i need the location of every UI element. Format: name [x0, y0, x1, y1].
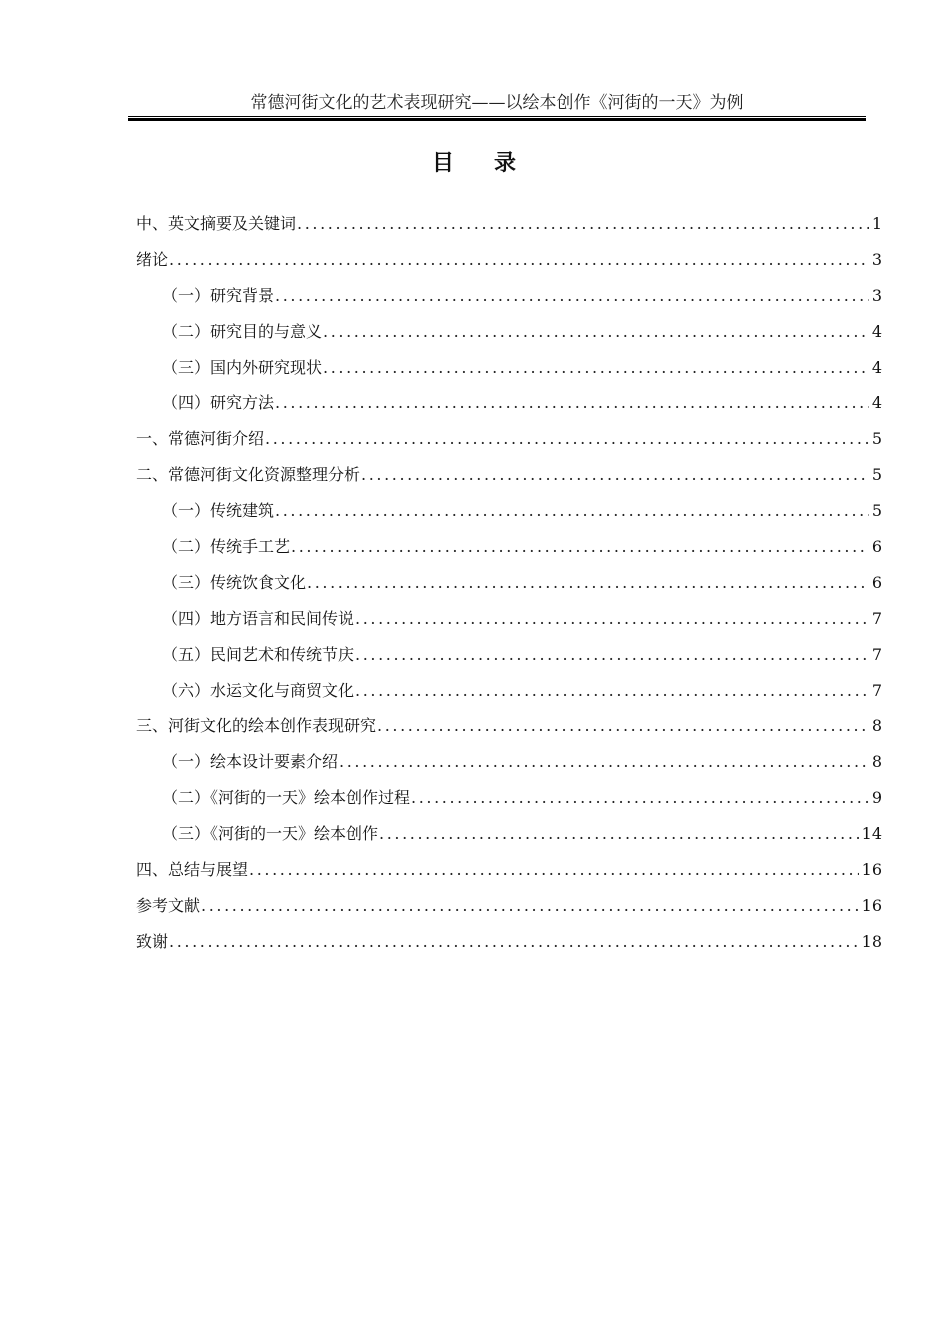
toc-entry-page: 6 — [871, 572, 882, 592]
toc-entry[interactable] — [136, 461, 882, 497]
toc-title-part1: 目 — [431, 150, 456, 176]
toc-entry[interactable] — [136, 533, 882, 569]
toc-entry[interactable] — [136, 246, 882, 282]
toc-dot-leader — [265, 425, 869, 453]
toc-entry-page: 8 — [871, 752, 882, 772]
toc-entry-label: （三）国内外研究现状 — [162, 357, 323, 377]
toc-entry-page: 3 — [871, 285, 882, 305]
toc-entry[interactable] — [136, 712, 882, 748]
toc-entry-page: 3 — [871, 249, 882, 269]
toc-entry-label: （三）《河街的一天》绘本创作 — [162, 824, 379, 844]
toc-entry-page: 9 — [871, 788, 882, 808]
running-header: 常德河街文化的艺术表现研究——以绘本创作《河街的一天》为例 — [250, 93, 744, 113]
toc-entry[interactable] — [136, 210, 882, 246]
toc-entry[interactable] — [136, 892, 882, 928]
toc-entry-page: 6 — [871, 537, 882, 557]
toc-entry-page: 4 — [871, 321, 882, 341]
toc-entry[interactable] — [136, 856, 882, 892]
toc-entry[interactable] — [136, 820, 882, 856]
toc-dot-leader — [275, 282, 869, 310]
toc-entry[interactable] — [136, 928, 882, 964]
toc-entry-page: 16 — [861, 895, 882, 915]
toc-dot-leader — [355, 605, 869, 633]
toc-entry[interactable] — [136, 354, 882, 390]
toc-entry-label: （四）研究方法 — [162, 393, 275, 413]
toc-entry-label: （四）地方语言和民间传说 — [162, 608, 355, 628]
toc-entry-label: （一）绘本设计要素介绍 — [162, 752, 339, 772]
toc-entry-label: 一、常德河街介绍 — [136, 429, 265, 449]
toc-entry-page: 7 — [871, 644, 882, 664]
toc-dot-leader — [411, 784, 869, 812]
toc-entry-label: （二）《河街的一天》绘本创作过程 — [162, 788, 411, 808]
toc-entry-label: 致谢 — [136, 931, 169, 951]
toc-entry-page: 1 — [871, 214, 882, 233]
toc-entry-label: （二）传统手工艺 — [162, 537, 291, 557]
toc-entry-label: 三、河街文化的绘本创作表现研究 — [136, 716, 377, 736]
toc-entry-page: 5 — [871, 501, 882, 521]
toc-entry[interactable] — [136, 389, 882, 425]
toc-entry-label: 绪论 — [136, 249, 169, 269]
toc-entry-page: 4 — [871, 393, 882, 413]
toc-dot-leader — [361, 461, 869, 489]
toc-entry-page: 14 — [861, 824, 882, 844]
toc-entry[interactable] — [136, 677, 882, 713]
toc-entry-label: 二、常德河街文化资源整理分析 — [136, 465, 361, 485]
toc-dot-leader — [275, 389, 869, 417]
toc-entry-page: 7 — [871, 608, 882, 628]
toc-entry-label: 参考文献 — [136, 895, 201, 915]
toc-entry-page: 7 — [871, 680, 882, 700]
toc-dot-leader — [249, 856, 859, 884]
toc-entry-page: 5 — [871, 429, 882, 449]
toc-dot-leader — [339, 748, 869, 776]
toc-entry[interactable] — [136, 605, 882, 641]
toc-entry-page: 8 — [871, 716, 882, 736]
toc-title-part2: 录 — [494, 150, 519, 176]
toc-entry[interactable] — [136, 748, 882, 784]
toc-dot-leader — [169, 928, 859, 956]
toc-entry-page: 18 — [861, 931, 882, 951]
toc-dot-leader — [355, 641, 869, 669]
toc-dot-leader — [355, 677, 869, 705]
toc-entry-label: （六）水运文化与商贸文化 — [162, 680, 355, 700]
toc-dot-leader — [307, 569, 869, 597]
header-rule — [128, 116, 866, 121]
toc-dot-leader — [275, 497, 869, 525]
toc-entry-page: 16 — [861, 860, 882, 880]
toc-entry-label: （一）研究背景 — [162, 285, 275, 305]
toc-entry[interactable] — [136, 425, 882, 461]
toc-entry[interactable] — [136, 569, 882, 605]
toc-dot-leader — [323, 354, 869, 382]
toc-entry-label: 中、英文摘要及关键词 — [136, 214, 297, 233]
toc-entry-label: （三）传统饮食文化 — [162, 572, 307, 592]
toc-entry[interactable] — [136, 784, 882, 820]
toc-entry[interactable] — [136, 497, 882, 533]
toc-title — [0, 148, 950, 178]
toc-dot-leader — [379, 820, 859, 848]
toc-entry-label: （二）研究目的与意义 — [162, 321, 323, 341]
toc-entry-label: （一）传统建筑 — [162, 501, 275, 521]
toc-dot-leader — [297, 210, 869, 238]
toc-entry-label: 四、总结与展望 — [136, 860, 249, 880]
toc-dot-leader — [323, 318, 869, 346]
toc-dot-leader — [169, 246, 869, 274]
toc-entry-page: 5 — [871, 465, 882, 485]
toc-dot-leader — [201, 892, 859, 920]
toc-entry[interactable] — [136, 318, 882, 354]
table-of-contents — [136, 210, 882, 964]
toc-entry-page: 4 — [871, 357, 882, 377]
toc-entry[interactable] — [136, 641, 882, 677]
toc-dot-leader — [291, 533, 869, 561]
toc-dot-leader — [377, 712, 869, 740]
toc-entry-label: （五）民间艺术和传统节庆 — [162, 644, 355, 664]
toc-entry[interactable] — [136, 282, 882, 318]
